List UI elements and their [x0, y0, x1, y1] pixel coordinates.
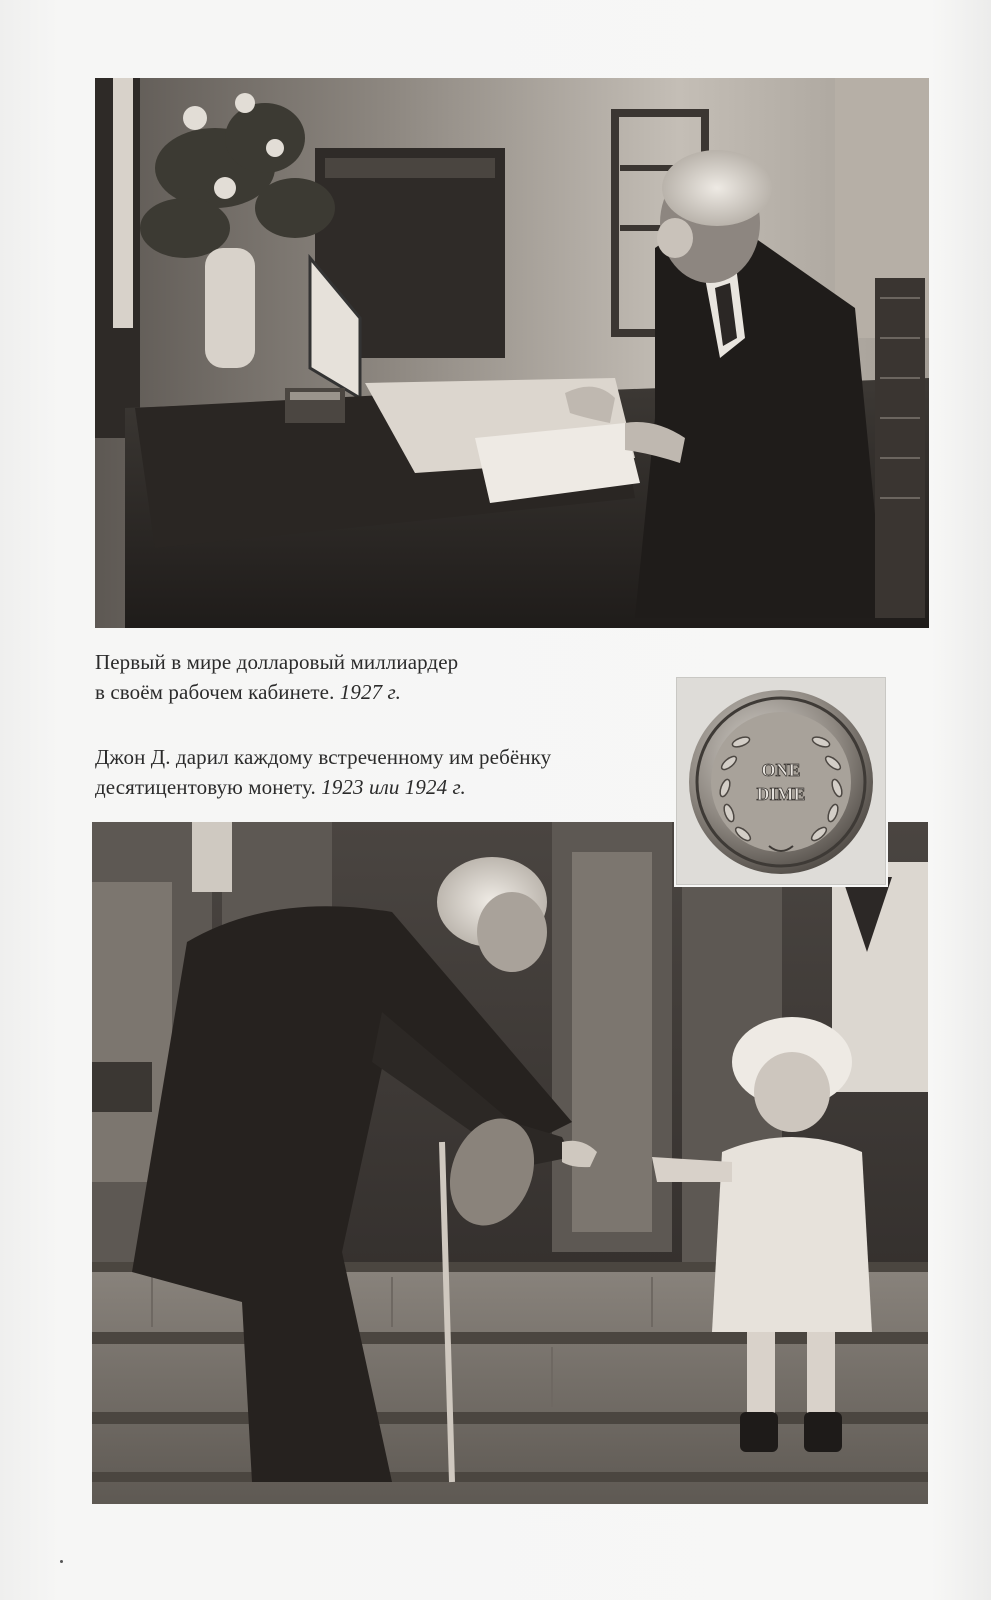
dime-caption-text: десятицентовую монету. [95, 775, 316, 799]
dime-coin-image [677, 678, 885, 884]
dime-caption-line-1: Джон Д. дарил каждому встреченному им ребёнку [95, 745, 552, 769]
street-photo [92, 822, 928, 1504]
street-photo-image [92, 822, 928, 1504]
dime-coin-inset [676, 677, 886, 885]
coin-word-bottom: DIME [756, 784, 806, 804]
office-photo-image [95, 78, 929, 628]
coin-word-top: ONE [761, 760, 801, 780]
office-caption-text: в своём рабочем кабинете. [95, 680, 335, 704]
page-speck [60, 1560, 63, 1563]
office-caption-line-2 [95, 677, 675, 707]
dime-photo-caption [95, 742, 675, 802]
dime-caption-year: 1923 или 1924 г. [321, 775, 466, 799]
office-caption-line-1: Первый в мире долларовый миллиардер [95, 650, 459, 674]
office-photo [95, 78, 929, 628]
dime-caption-line-2 [95, 772, 675, 802]
office-photo-caption [95, 647, 675, 707]
office-caption-year: 1927 г. [339, 680, 401, 704]
